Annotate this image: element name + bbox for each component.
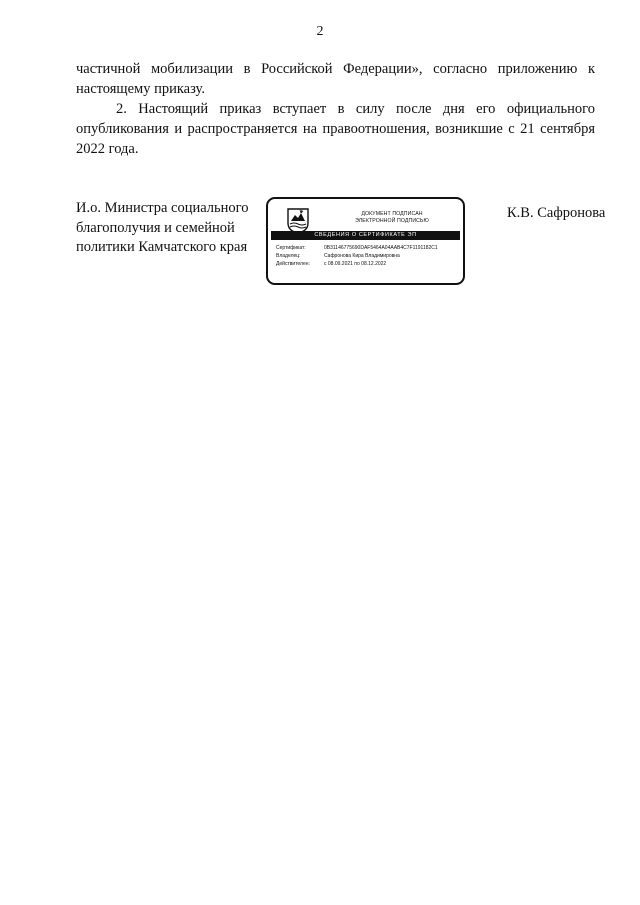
stamp-certificate-bar: СВЕДЕНИЯ О СЕРТИФИКАТЕ ЭП [271, 231, 460, 240]
body-text [76, 59, 595, 159]
stamp-heading-line: ЭЛЕКТРОННОЙ ПОДПИСЬЮ [355, 218, 429, 224]
signer-name: К.В. Сафронова [507, 205, 606, 221]
paragraph-1: частичной мобилизации в Российской Федерации», согласно приложению к настоящему приказу. [76, 61, 595, 97]
stamp-label: Владелец: [276, 253, 301, 259]
stamp-label: Действителен: [276, 261, 310, 267]
page-number: 2 [316, 24, 324, 39]
stamp-value: с 08.09.2021 по 08.12.2022 [324, 261, 387, 267]
stamp-details [276, 244, 459, 268]
stamp-heading [332, 211, 452, 225]
stamp-value: 0B31146775690DAF5464A04AAB4C7F1191182C1 [324, 245, 438, 251]
stamp-row [276, 244, 459, 252]
stamp-label: Сертификат: [276, 245, 306, 251]
signer-position-line: И.о. Министра социального [76, 200, 249, 216]
electronic-signature-stamp [266, 197, 465, 285]
stamp-value: Сафронова Кира Владимировна [324, 253, 400, 259]
stamp-row [276, 260, 459, 268]
signer-position-line: политики Камчатского края [76, 239, 248, 255]
paragraph-2: 2. Настоящий приказ вступает в силу после дня его официального опубликования и распространяется на правоотношения, возникшие с 21 сентября 2022 года. [76, 101, 595, 157]
stamp-heading-line: ДОКУМЕНТ ПОДПИСАН [361, 211, 423, 217]
stamp-row [276, 252, 459, 260]
kamchatka-emblem-icon [286, 207, 310, 234]
signer-position [76, 199, 261, 258]
signer-position-line: благополучия и семейной [76, 219, 235, 236]
